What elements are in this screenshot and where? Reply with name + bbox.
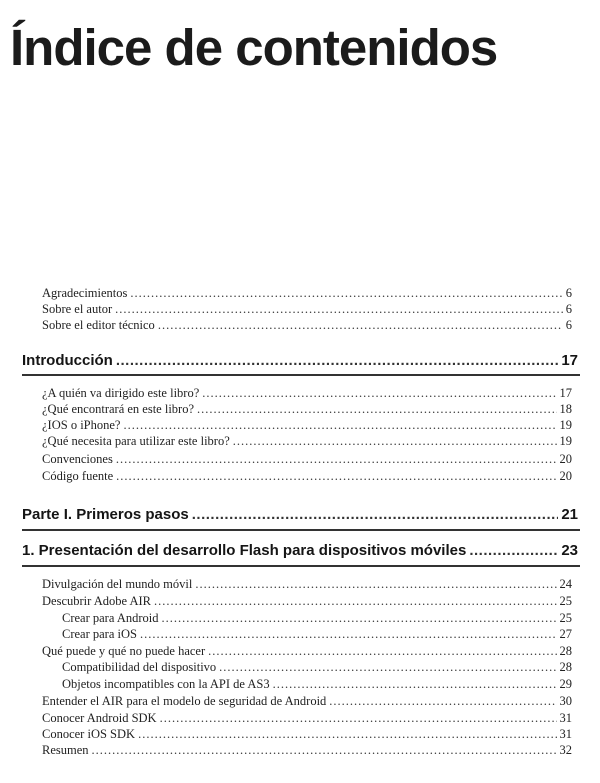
toc-entry-label: ¿Qué necesita para utilizar este libro? [42, 434, 230, 448]
toc-entry[interactable] [42, 469, 572, 484]
leader-dots [138, 727, 556, 742]
toc-entry-label: Código fuente [42, 469, 114, 483]
toc-entry-label: Sobre el editor técnico [42, 318, 155, 332]
leader-dots [160, 711, 557, 726]
toc-heading-label: Parte I. Primeros pasos [22, 506, 189, 523]
toc-page-number: 30 [559, 694, 572, 708]
leader-dots [123, 418, 556, 433]
toc-entry[interactable] [42, 434, 572, 449]
toc-entry-label: Convenciones [42, 452, 113, 466]
toc-page-number: 31 [559, 727, 572, 741]
toc-entry-label: Qué puede y qué no puede hacer [42, 644, 206, 658]
toc-page-number: 6 [565, 302, 572, 316]
toc-page-number: 19 [559, 434, 572, 448]
leader-dots [233, 434, 557, 449]
toc-heading-label: 1. Presentación del desarrollo Flash para dispositivos móviles [22, 542, 467, 559]
toc-heading-parte-1[interactable] [22, 506, 578, 523]
leader-dots [116, 469, 556, 484]
section-rule [22, 374, 580, 376]
toc-entry[interactable] [42, 452, 572, 467]
leader-dots [140, 627, 557, 642]
toc-entry[interactable] [42, 694, 572, 709]
page-title: Índice de contenidos [10, 19, 498, 76]
toc-entry-label: Crear para Android [62, 611, 159, 625]
toc-entry[interactable] [42, 711, 572, 726]
leader-dots [158, 318, 563, 333]
leader-dots [469, 542, 558, 559]
leader-dots [154, 594, 556, 609]
toc-entry[interactable] [42, 644, 572, 659]
toc-entry-sobre-el-editor[interactable] [42, 318, 572, 333]
toc-heading-capitulo-1[interactable] [22, 542, 578, 559]
leader-dots [329, 694, 556, 709]
toc-entry-label: Entender el AIR para el modelo de seguridad de Android [42, 694, 327, 708]
toc-entry-label: Descubrir Adobe AIR [42, 594, 152, 608]
toc-entry[interactable] [42, 402, 572, 417]
toc-page-number: 31 [559, 711, 572, 725]
leader-dots [115, 302, 563, 317]
toc-entry-label: ¿A quién va dirigido este libro? [42, 386, 200, 400]
leader-dots [195, 577, 556, 592]
toc-entry-agradecimientos[interactable] [42, 286, 572, 301]
toc-page-number: 21 [561, 506, 578, 523]
toc-subentry[interactable] [62, 611, 572, 626]
toc-entry-label: Resumen [42, 743, 89, 757]
toc-entry-label: ¿Qué encontrará en este libro? [42, 402, 195, 416]
toc-page-number: 17 [559, 386, 572, 400]
toc-entry-label: Divulgación del mundo móvil [42, 577, 193, 591]
toc-page-number: 24 [559, 577, 572, 591]
toc-entry[interactable] [42, 594, 572, 609]
toc-page-number: 27 [559, 627, 572, 641]
toc-entry[interactable] [42, 418, 572, 433]
toc-page-number: 28 [559, 660, 572, 674]
toc-page-number: 6 [565, 286, 572, 300]
toc-entry-label: Crear para iOS [62, 627, 137, 641]
leader-dots [208, 644, 556, 659]
leader-dots [202, 386, 556, 401]
toc-entry-label: Objetos incompatibles con la API de AS3 [62, 677, 270, 691]
toc-page-number: 25 [559, 594, 572, 608]
toc-entry[interactable] [42, 727, 572, 742]
toc-entry-label: Agradecimientos [42, 286, 128, 300]
toc-page-number: 18 [559, 402, 572, 416]
toc-subentry[interactable] [62, 660, 572, 675]
leader-dots [130, 286, 562, 301]
toc-page-number: 25 [559, 611, 572, 625]
leader-dots [116, 352, 558, 369]
toc-page-number: 20 [559, 469, 572, 483]
leader-dots [162, 611, 557, 626]
leader-dots [116, 452, 557, 467]
toc-page-number: 17 [561, 352, 578, 369]
toc-page-number: 6 [565, 318, 572, 332]
toc-entry-label: Compatibilidad del dispositivo [62, 660, 217, 674]
toc-subentry[interactable] [62, 627, 572, 642]
leader-dots [273, 677, 557, 692]
toc-entry[interactable] [42, 386, 572, 401]
toc-heading-introduccion[interactable] [22, 352, 578, 369]
toc-entry[interactable] [42, 577, 572, 592]
leader-dots [197, 402, 556, 417]
toc-entry-label: Conocer iOS SDK [42, 727, 136, 741]
leader-dots [192, 506, 559, 523]
toc-page-number: 20 [559, 452, 572, 466]
toc-page-number: 29 [559, 677, 572, 691]
toc-entry-sobre-el-autor[interactable] [42, 302, 572, 317]
toc-page-number: 28 [559, 644, 572, 658]
toc-subentry[interactable] [62, 677, 572, 692]
toc-entry[interactable] [42, 743, 572, 758]
toc-entry-label: ¿IOS o iPhone? [42, 418, 121, 432]
section-rule [22, 565, 580, 567]
toc-entry-label: Sobre el autor [42, 302, 113, 316]
leader-dots [219, 660, 556, 675]
toc-page-number: 23 [561, 542, 578, 559]
toc-entry-label: Conocer Android SDK [42, 711, 157, 725]
toc-page-number: 19 [559, 418, 572, 432]
section-rule [22, 529, 580, 531]
leader-dots [92, 743, 557, 758]
toc-heading-label: Introducción [22, 352, 113, 369]
toc-page-number: 32 [559, 743, 572, 757]
